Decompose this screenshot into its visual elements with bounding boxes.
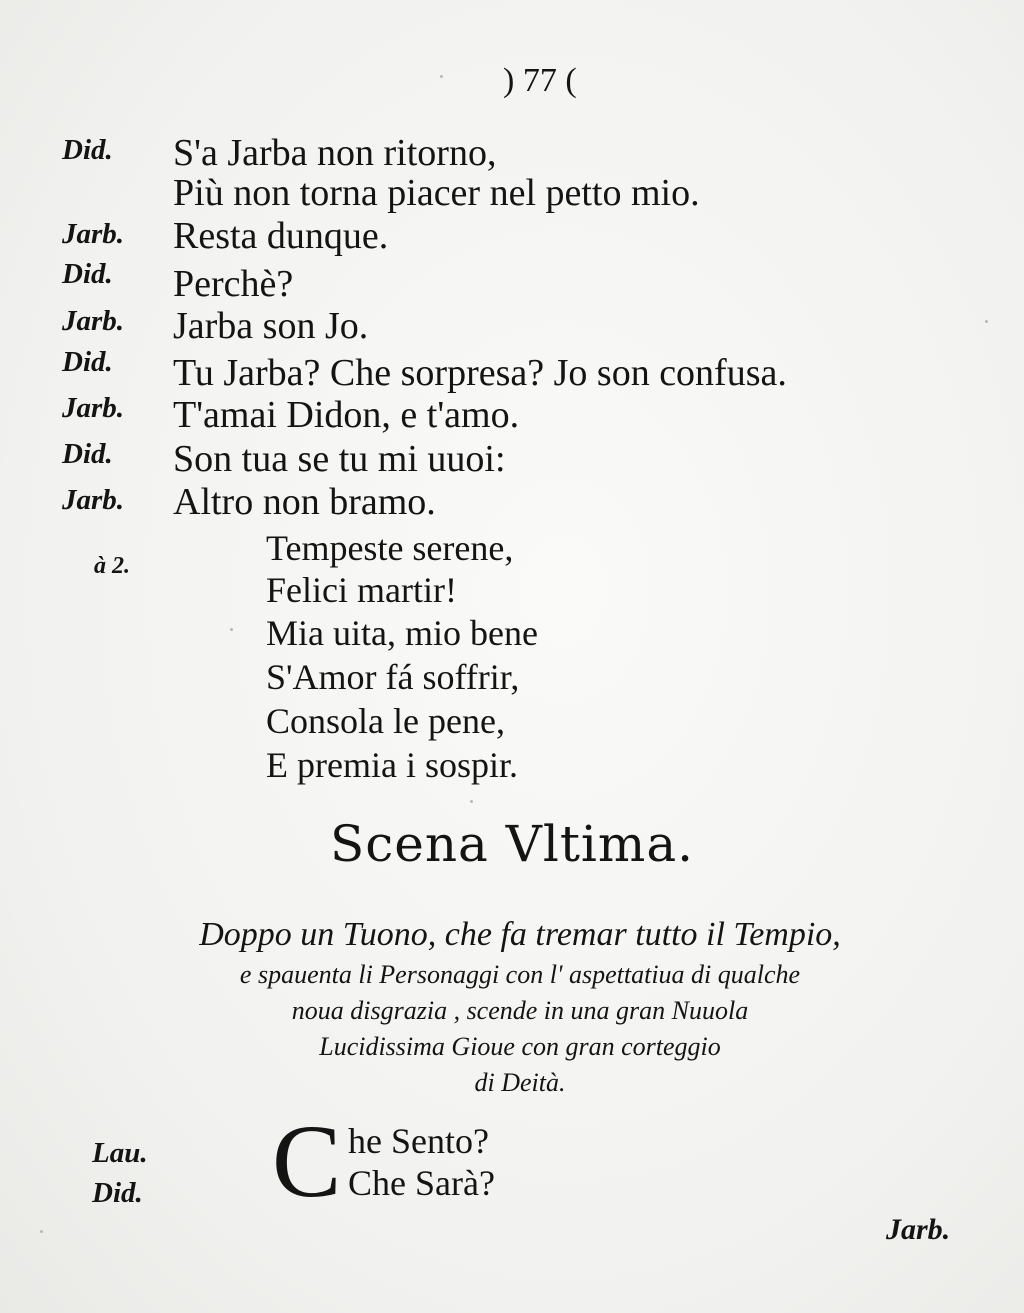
stage-direction (150, 913, 890, 1101)
verse-line: S'Amor fá soffrir, (266, 657, 520, 697)
speaker-label: Jarb. (62, 484, 125, 516)
speaker-label: Did. (62, 134, 113, 166)
stage-direction-line: Lucidissima Gioue con gran corteggio (319, 1032, 721, 1061)
scene-title: Scena Vltima. (329, 815, 695, 873)
dialogue-line: Resta dunque. (173, 215, 389, 257)
speaker-label: Jarb. (62, 392, 125, 424)
dialogue-line: Che Sarà? (348, 1163, 495, 1203)
speaker-label: Jarb. (62, 305, 125, 337)
verse-line: E premia i sospir. (266, 745, 518, 785)
verse-line: Mia uita, mio bene (266, 613, 538, 653)
speaker-label: Lau. (92, 1137, 148, 1169)
speaker-label: Jarb. (62, 218, 125, 250)
duet-label: à 2. (94, 553, 130, 579)
paper-speck (40, 1230, 43, 1233)
stage-direction-line: noua disgrazia , scende in una gran Nuuola (291, 996, 749, 1025)
drop-cap: C (272, 1104, 342, 1219)
dialogue-line: Tu Jarba? Che sorpresa? Jo son confusa. (173, 352, 787, 394)
page-number: ) 77 ( (503, 62, 577, 99)
verse-line: Tempeste serene, (266, 528, 514, 568)
verse-line: Consola le pene, (266, 701, 505, 741)
dialogue-line: Jarba son Jo. (173, 305, 369, 347)
dialogue-line: Altro non bramo. (173, 481, 436, 523)
dialogue-line: he Sento? (348, 1121, 489, 1161)
stage-direction-line: Doppo un Tuono, che fa tremar tutto il Tempio, (199, 916, 841, 953)
speaker-label: Did. (92, 1177, 143, 1209)
speaker-label: Did. (62, 438, 113, 470)
dialogue-line: Più non torna piacer nel petto mio. (173, 172, 700, 214)
dialogue-line: S'a Jarba non ritorno, (173, 132, 497, 174)
stage-direction-line: di Deità. (474, 1068, 566, 1097)
paper-speck (985, 320, 988, 323)
dialogue-line: Son tua se tu mi uuoi: (173, 438, 506, 480)
dialogue-line: T'amai Didon, e t'amo. (173, 394, 520, 436)
paper-speck (440, 75, 443, 78)
paper-speck (470, 800, 473, 803)
speaker-label: Did. (62, 346, 113, 378)
catchword: Jarb. (886, 1213, 951, 1246)
verse-line: Felici martir! (266, 570, 457, 610)
paper-speck (230, 628, 233, 631)
dialogue-line: Perchè? (173, 263, 294, 305)
speaker-label: Did. (62, 258, 113, 290)
stage-direction-line: e spauenta li Personaggi con l' aspettatiua di qualche (239, 960, 801, 989)
